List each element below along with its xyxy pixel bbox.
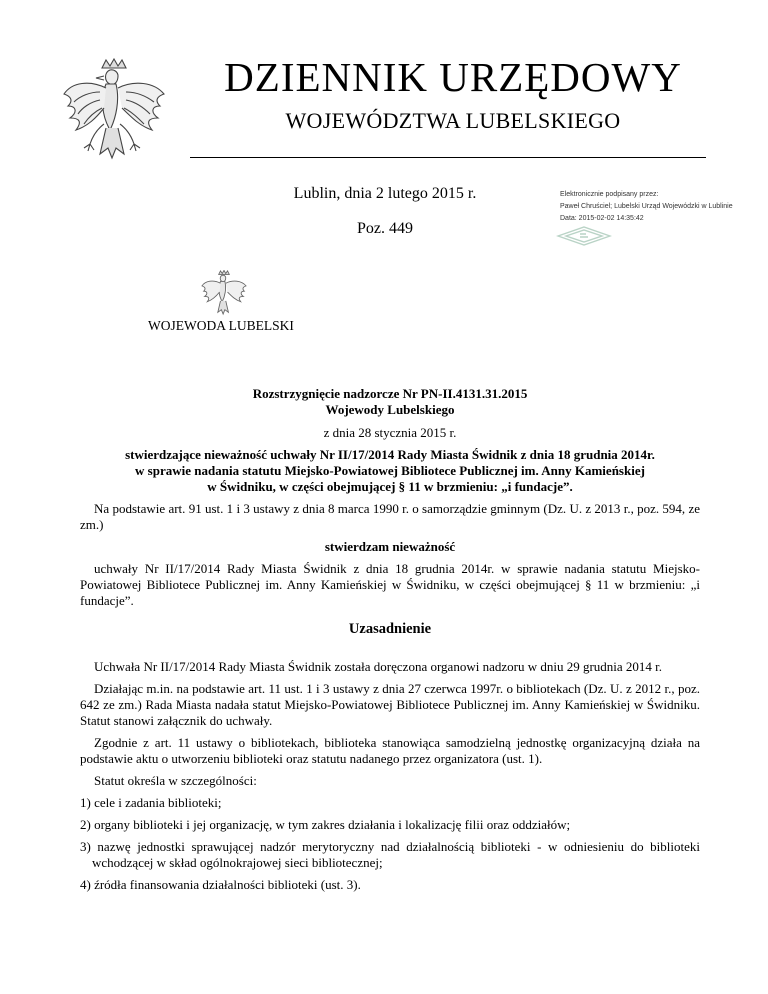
- justification-heading: Uzasadnienie: [348, 621, 432, 637]
- justification-paragraph-1: Uchwała Nr II/17/2014 Rady Miasta Świdnik została doręczona organowi nadzoru w dniu 29 grudnia 2014 r.: [94, 659, 663, 674]
- publication-title: DZIENNIK URZĘDOWY: [224, 54, 682, 100]
- position-number: Poz. 449: [357, 220, 413, 237]
- electronic-signature: [560, 189, 760, 225]
- legal-basis: Na podstawie art. 91 ust. 1 i 3 ustawy z dnia 8 marca 1990 r. o samorządzie gminnym (Dz. U. z 2013 r., poz. 594, ze zm.): [80, 501, 700, 532]
- subject-line-2: w sprawie nadania statutu Miejsko-Powiatowej Bibliotece Publicznej im. Anny Kamieńskiej: [135, 463, 645, 478]
- subject-line-3: w Świdniku, w części obejmującej § 11 w brzmieniu: „i fundacje”.: [207, 479, 573, 494]
- justification-paragraph-2: Działając m.in. na podstawie art. 11 ust. 1 i 3 ustawy z dnia 27 czerwca 1997r. o bibliotekach (Dz. U. z 2012 r., poz. 642 ze zm.) Rada Miasta nadała statut Miejsko-Powiatowej Bibliotece Publicznej im. Anny Kamieńskiej w Świdniku. Statut stanowi załącznik do uchwały.: [80, 681, 700, 728]
- document-heading-2: Wojewody Lubelskiego: [325, 402, 455, 417]
- polish-eagle-icon: [60, 58, 168, 176]
- document-date: z dnia 28 stycznia 2015 r.: [323, 425, 457, 440]
- list-item: 4) źródła finansowania działalności biblioteki (ust. 3).: [80, 877, 361, 892]
- signature-line-3: Data: 2015-02-02 14:35:42: [560, 215, 644, 222]
- signature-line-2: Paweł Chruściel; Lubelski Urząd Wojewódzki w Lublinie: [560, 203, 733, 210]
- signature-check-icon: [556, 226, 612, 246]
- wojewoda-eagle-icon: [200, 270, 248, 322]
- decision-heading: stwierdzam nieważność: [324, 539, 456, 554]
- publication-subtitle: WOJEWÓDZTWA LUBELSKIEGO: [285, 108, 621, 133]
- list-item: 2) organy biblioteki i jej organizację, w tym zakres działania i lokalizację filii oraz oddziałów;: [80, 817, 571, 832]
- list-item: 1) cele i zadania biblioteki;: [80, 795, 222, 810]
- subject-line-1: stwierdzające nieważność uchwały Nr II/17/2014 Rady Miasta Świdnik z dnia 18 grudnia 2014r.: [125, 447, 655, 462]
- document-body: [80, 386, 700, 893]
- justification-paragraph-4: Statut określa w szczególności:: [94, 773, 257, 788]
- list-item: 3) nazwę jednostki sprawującej nadzór merytoryczny nad działalnością biblioteki - w odniesieniu do biblioteki wchodzącej w skład ogólnokrajowej sieci bibliotecznej;: [80, 839, 700, 870]
- decision-text: uchwały Nr II/17/2014 Rady Miasta Świdnik z dnia 18 grudnia 2014r. w sprawie nadania statutu Miejsko-Powiatowej Bibliotece Publicznej im. Anny Kamieńskiej w Świdniku, w części obejmującej § 11 w brzmieniu: „i fundacje”.: [80, 561, 700, 608]
- signature-line-1: Elektronicznie podpisany przez:: [560, 191, 659, 198]
- issuer-label: WOJEWODA LUBELSKI: [148, 318, 294, 333]
- header-divider: [190, 157, 706, 158]
- publication-date: Lublin, dnia 2 lutego 2015 r.: [293, 185, 477, 202]
- document-heading-1: Rozstrzygnięcie nadzorcze Nr PN-II.4131.31.2015: [252, 386, 528, 401]
- justification-paragraph-3: Zgodnie z art. 11 ustawy o bibliotekach, biblioteka stanowiąca samodzielną jednostkę organizacyjną działa na podstawie aktu o utworzeniu biblioteki oraz statutu nadanego przez organizatora (ust. 1).: [80, 735, 700, 766]
